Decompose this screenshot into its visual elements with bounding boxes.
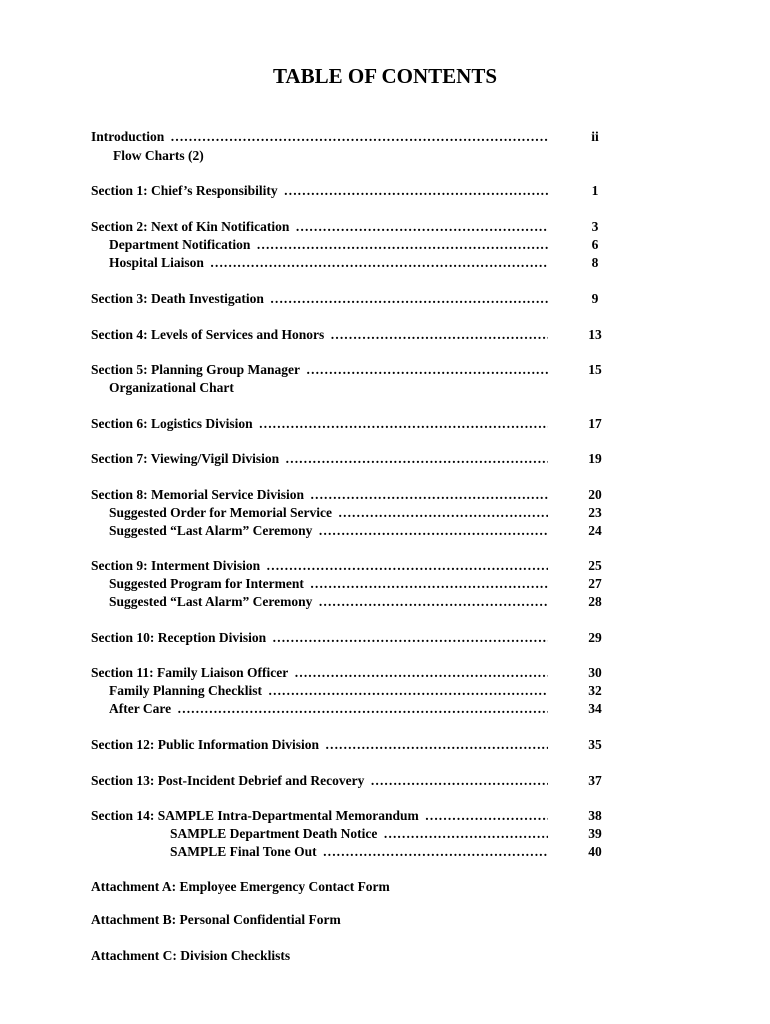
dot-leader xyxy=(338,503,548,522)
toc-entry-label: Section 1: Chief’s Responsibility xyxy=(91,183,278,198)
toc-entry xyxy=(0,146,770,165)
dot-leader xyxy=(425,806,548,825)
toc-entry-label: Section 10: Reception Division xyxy=(91,630,267,645)
toc-page-number: 9 xyxy=(591,291,599,306)
dot-leader xyxy=(177,699,548,718)
dot-leader xyxy=(256,235,548,254)
toc-entry-label: Section 6: Logistics Division xyxy=(91,416,253,431)
toc-page-number: 1 xyxy=(591,183,599,198)
toc-page-number: 38 xyxy=(588,808,602,823)
toc-entry-label: Organizational Chart xyxy=(109,380,234,395)
toc-entry xyxy=(0,253,770,272)
dot-leader xyxy=(306,360,548,379)
toc-entry-label: Section 11: Family Liaison Officer xyxy=(91,665,289,680)
toc-entry-label: Suggested “Last Alarm” Ceremony xyxy=(109,523,313,538)
page-title: TABLE OF CONTENTS xyxy=(272,64,498,88)
toc-entry-label: After Care xyxy=(109,701,172,716)
toc-entry xyxy=(0,127,770,146)
dot-leader xyxy=(266,556,548,575)
toc-entry xyxy=(0,574,770,593)
toc-entry-label: Section 8: Memorial Service Division xyxy=(91,487,304,502)
toc-entry-label: Attachment A: Employee Emergency Contact Form xyxy=(91,879,390,894)
dot-leader xyxy=(330,325,548,344)
toc-entry-label: Hospital Liaison xyxy=(109,255,204,270)
toc-page-number: 39 xyxy=(588,826,602,841)
toc-page-number: 28 xyxy=(588,594,602,609)
toc-entry-label: Section 13: Post-Incident Debrief and Recovery xyxy=(91,773,365,788)
toc-entry xyxy=(0,556,770,575)
toc-page-number: 3 xyxy=(591,219,599,234)
dot-leader xyxy=(285,449,548,468)
dot-leader xyxy=(170,127,548,146)
dot-leader xyxy=(323,842,548,861)
toc-entry-label: Attachment C: Division Checklists xyxy=(91,948,291,963)
toc-page-number: 40 xyxy=(588,844,602,859)
toc-entry-label: Section 12: Public Information Division xyxy=(91,737,320,752)
toc-page-number: 30 xyxy=(588,665,602,680)
toc-page-number: 19 xyxy=(588,451,602,466)
toc-entry xyxy=(0,289,770,308)
dot-leader xyxy=(294,663,548,682)
toc-entry-label: Section 14: SAMPLE Intra-Departmental Memorandum xyxy=(91,808,419,823)
toc-entry xyxy=(0,449,770,468)
dot-leader xyxy=(310,574,548,593)
dot-leader xyxy=(295,217,548,236)
toc-entry-label: SAMPLE Department Death Notice xyxy=(170,826,378,841)
toc-page-number: 20 xyxy=(588,487,602,502)
toc-entry xyxy=(0,946,770,965)
toc-entry xyxy=(0,735,770,754)
toc-entry-label: Family Planning Checklist xyxy=(109,683,263,698)
toc-page-number: 35 xyxy=(588,737,602,752)
toc-page-number: 15 xyxy=(588,362,602,377)
toc-entry xyxy=(0,806,770,825)
toc-page-number: 37 xyxy=(588,773,602,788)
toc-page-number: 25 xyxy=(588,558,602,573)
toc-page-number: 8 xyxy=(591,255,599,270)
toc-entry-label: SAMPLE Final Tone Out xyxy=(170,844,317,859)
toc-entry xyxy=(0,360,770,379)
toc-entry-label: Suggested Order for Memorial Service xyxy=(109,505,332,520)
toc-entry xyxy=(0,235,770,254)
toc-page-number: 6 xyxy=(591,237,599,252)
dot-leader xyxy=(272,628,548,647)
toc-entry-label: Section 3: Death Investigation xyxy=(91,291,264,306)
toc-entry-label: Flow Charts (2) xyxy=(113,148,204,163)
toc-entry-label: Section 7: Viewing/Vigil Division xyxy=(91,451,280,466)
toc-entry-label: Suggested Program for Interment xyxy=(109,576,304,591)
dot-leader xyxy=(259,414,548,433)
toc-entry xyxy=(0,663,770,682)
dot-leader xyxy=(383,824,548,843)
toc-entry-label: Section 5: Planning Group Manager xyxy=(91,362,301,377)
dot-leader xyxy=(210,253,548,272)
dot-leader xyxy=(318,592,548,611)
toc-page-number: 34 xyxy=(588,701,602,716)
dot-leader xyxy=(325,735,548,754)
dot-leader xyxy=(310,485,548,504)
toc-entry xyxy=(0,485,770,504)
toc-entry-label: Section 2: Next of Kin Notification xyxy=(91,219,290,234)
toc-page-number: ii xyxy=(591,129,599,144)
dot-leader xyxy=(318,521,548,540)
toc-entry xyxy=(0,378,770,397)
toc-entry xyxy=(0,503,770,522)
toc-entry-label: Attachment B: Personal Confidential Form xyxy=(91,912,341,927)
toc-entry xyxy=(0,842,770,861)
dot-leader xyxy=(270,289,548,308)
toc-entry-label: Section 9: Interment Division xyxy=(91,558,261,573)
toc-page-number: 17 xyxy=(588,416,602,431)
toc-entry xyxy=(0,771,770,790)
toc-entry xyxy=(0,681,770,700)
toc-page-number: 13 xyxy=(588,327,602,342)
toc-page-number: 29 xyxy=(588,630,602,645)
dot-leader xyxy=(370,771,548,790)
toc-page-number: 23 xyxy=(588,505,602,520)
toc-entry xyxy=(0,414,770,433)
toc-entry xyxy=(0,824,770,843)
toc-page-number: 24 xyxy=(588,523,602,538)
toc-entry xyxy=(0,521,770,540)
toc-entry xyxy=(0,877,770,896)
toc-entry-label: Introduction xyxy=(91,129,165,144)
dot-leader xyxy=(268,681,548,700)
toc-entry xyxy=(0,699,770,718)
toc-page-number: 27 xyxy=(588,576,602,591)
toc-entry xyxy=(0,217,770,236)
toc-entry xyxy=(0,181,770,200)
toc-page-number: 32 xyxy=(588,683,602,698)
toc-entry xyxy=(0,592,770,611)
toc-entry-label: Suggested “Last Alarm” Ceremony xyxy=(109,594,313,609)
toc-entry-label: Section 4: Levels of Services and Honors xyxy=(91,327,325,342)
toc-entry xyxy=(0,628,770,647)
toc-entry xyxy=(0,325,770,344)
toc-entry xyxy=(0,910,770,929)
dot-leader xyxy=(284,181,548,200)
toc-entry-label: Department Notification xyxy=(109,237,251,252)
